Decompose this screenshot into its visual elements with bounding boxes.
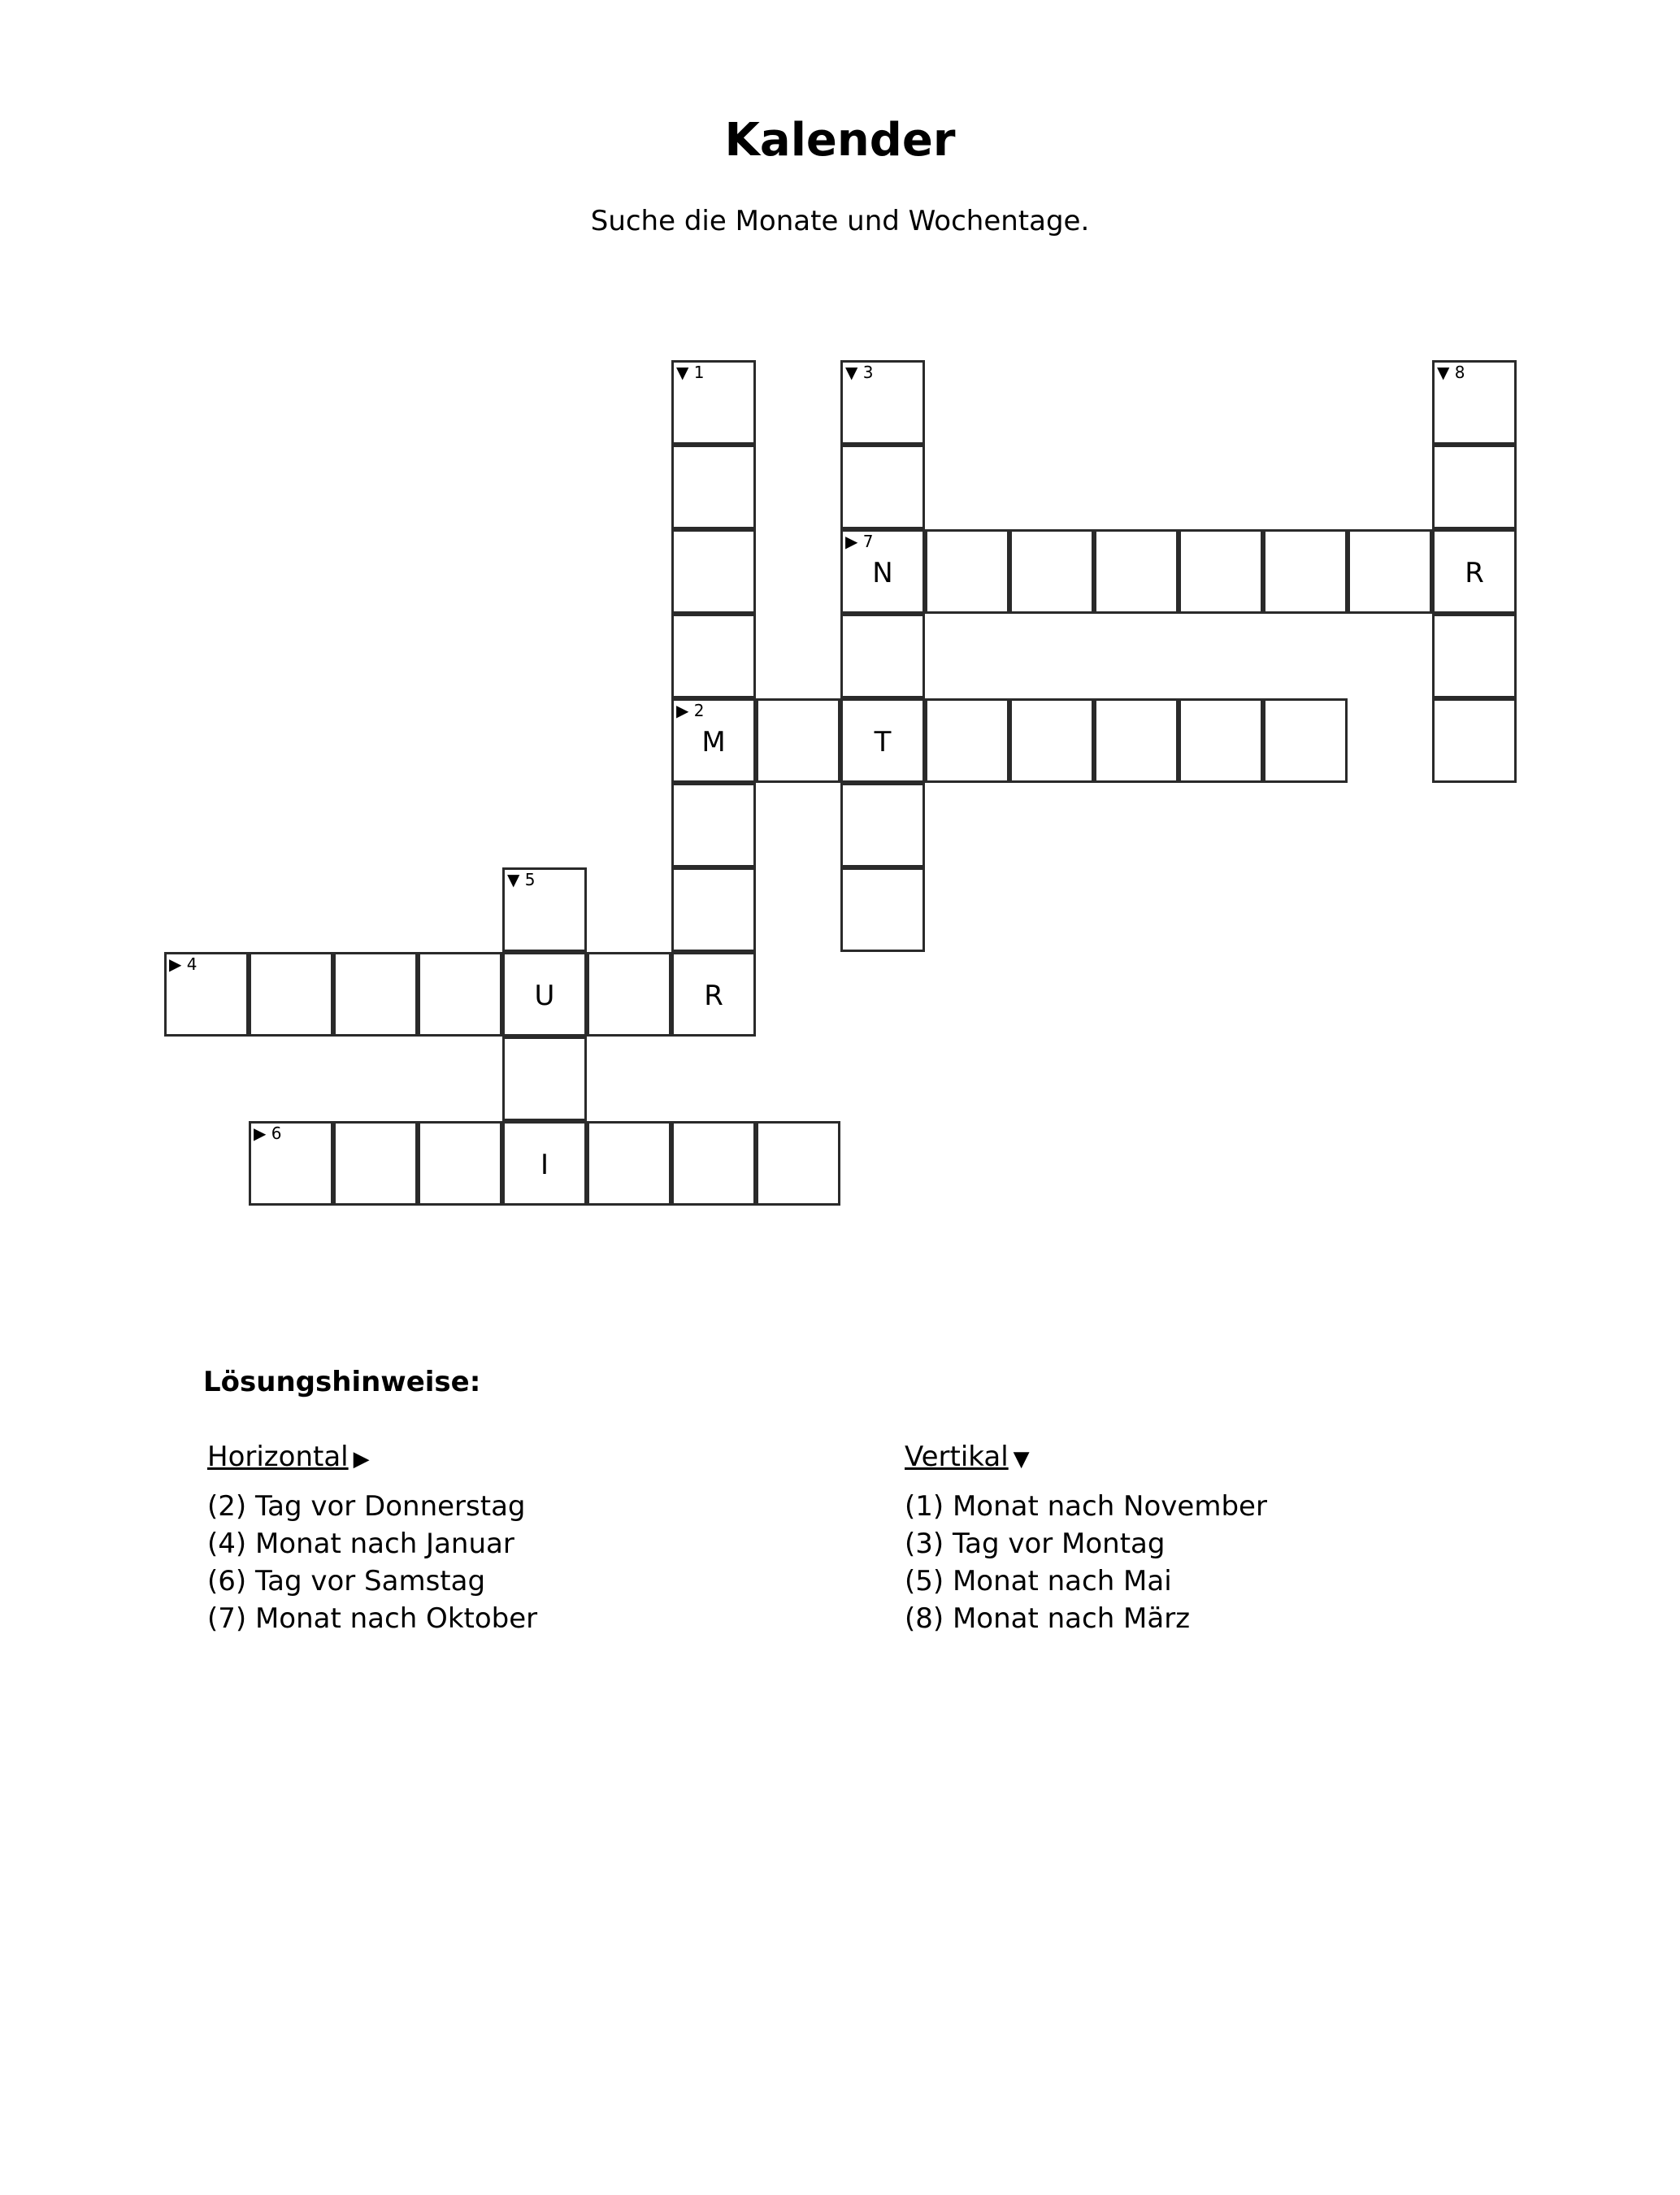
cell-letter: I [540, 1149, 549, 1181]
crossword-cell[interactable] [671, 867, 756, 952]
crossword-cell[interactable] [925, 529, 1009, 614]
crossword-cell[interactable] [840, 783, 925, 867]
crossword-cell[interactable] [418, 952, 502, 1037]
horizontal-label: Horizontal [207, 1441, 349, 1473]
clue-number-across: ▶ 7 [845, 532, 874, 551]
cell-letter: R [1465, 557, 1484, 589]
crossword-cell[interactable] [1348, 529, 1432, 614]
crossword-cell[interactable] [671, 614, 756, 698]
crossword-cell[interactable] [671, 1121, 756, 1206]
clues-heading: Lösungshinweise: [203, 1366, 481, 1398]
crossword-cell[interactable] [1432, 445, 1517, 529]
crossword-cell[interactable] [756, 1121, 840, 1206]
crossword-cell[interactable] [671, 698, 756, 783]
crossword-cell[interactable] [333, 1121, 418, 1206]
horizontal-heading [207, 1443, 370, 1471]
cell-letter: R [704, 980, 723, 1012]
arrow-down-icon: ▼ [1013, 1447, 1030, 1471]
crossword-cell[interactable] [1179, 698, 1263, 783]
crossword-cell[interactable] [502, 952, 587, 1037]
clue-number-down: ▼ 1 [676, 363, 705, 382]
crossword-cell[interactable] [840, 698, 925, 783]
crossword-cell[interactable] [1094, 698, 1179, 783]
clue-number-across: ▶ 2 [676, 701, 705, 720]
crossword-cell[interactable] [1094, 529, 1179, 614]
crossword-cell[interactable] [671, 529, 756, 614]
crossword-cell[interactable] [502, 867, 587, 952]
clue-number-down: ▼ 3 [845, 363, 874, 382]
crossword-cell[interactable] [1009, 529, 1094, 614]
vertical-label: Vertikal [905, 1441, 1009, 1473]
horizontal-clue-list [207, 1488, 537, 1637]
page-subtitle: Suche die Monate und Wochentage. [590, 205, 1090, 237]
crossword-cell[interactable] [840, 360, 925, 445]
crossword-cell[interactable] [502, 1121, 587, 1206]
clue-item-h7: (7) Monat nach Oktober [207, 1602, 538, 1635]
crossword-cell[interactable] [671, 783, 756, 867]
crossword-cell[interactable] [1432, 529, 1517, 614]
crossword-cell[interactable] [840, 867, 925, 952]
clue-item-v1: (1) Monat nach November [905, 1490, 1267, 1523]
crossword-cell[interactable] [249, 1121, 333, 1206]
crossword-cell[interactable] [418, 1121, 502, 1206]
crossword-cell[interactable] [671, 952, 756, 1037]
crossword-cell[interactable] [840, 529, 925, 614]
arrow-right-icon: ▶ [353, 1447, 370, 1471]
crossword-cell[interactable] [671, 445, 756, 529]
clue-number-down: ▼ 5 [507, 870, 536, 889]
vertical-clue-list [905, 1488, 1267, 1637]
clue-item-v3: (3) Tag vor Montag [905, 1528, 1166, 1560]
crossword-cell[interactable] [840, 614, 925, 698]
cell-letter: T [874, 726, 892, 758]
clue-item-v8: (8) Monat nach März [905, 1602, 1191, 1635]
crossword-cell[interactable] [1432, 698, 1517, 783]
cell-letter: U [534, 980, 555, 1012]
crossword-cell[interactable] [333, 952, 418, 1037]
crossword-cell[interactable] [249, 952, 333, 1037]
clue-number-across: ▶ 4 [169, 954, 198, 974]
clue-number-across: ▶ 6 [254, 1124, 282, 1143]
clue-number-down: ▼ 8 [1437, 363, 1465, 382]
crossword-cell[interactable] [925, 698, 1009, 783]
crossword-cell[interactable] [756, 698, 840, 783]
crossword-cell[interactable] [1432, 360, 1517, 445]
crossword-cell[interactable] [587, 1121, 671, 1206]
crossword-cell[interactable] [502, 1037, 587, 1121]
cell-letter: N [872, 557, 893, 589]
crossword-cell[interactable] [587, 952, 671, 1037]
page-title: Kalender [724, 114, 956, 167]
crossword-cell[interactable] [1263, 529, 1348, 614]
clue-item-v5: (5) Monat nach Mai [905, 1565, 1172, 1597]
crossword-cell[interactable] [840, 445, 925, 529]
clue-item-h2: (2) Tag vor Donnerstag [207, 1490, 526, 1523]
crossword-cell[interactable] [1263, 698, 1348, 783]
crossword-cell[interactable] [1179, 529, 1263, 614]
crossword-cell[interactable] [1432, 614, 1517, 698]
clue-item-h4: (4) Monat nach Januar [207, 1528, 514, 1560]
clue-item-h6: (6) Tag vor Samstag [207, 1565, 486, 1597]
crossword-cell[interactable] [671, 360, 756, 445]
cell-letter: M [701, 726, 726, 758]
crossword-cell[interactable] [164, 952, 249, 1037]
crossword-cell[interactable] [1009, 698, 1094, 783]
vertical-heading [905, 1443, 1030, 1471]
